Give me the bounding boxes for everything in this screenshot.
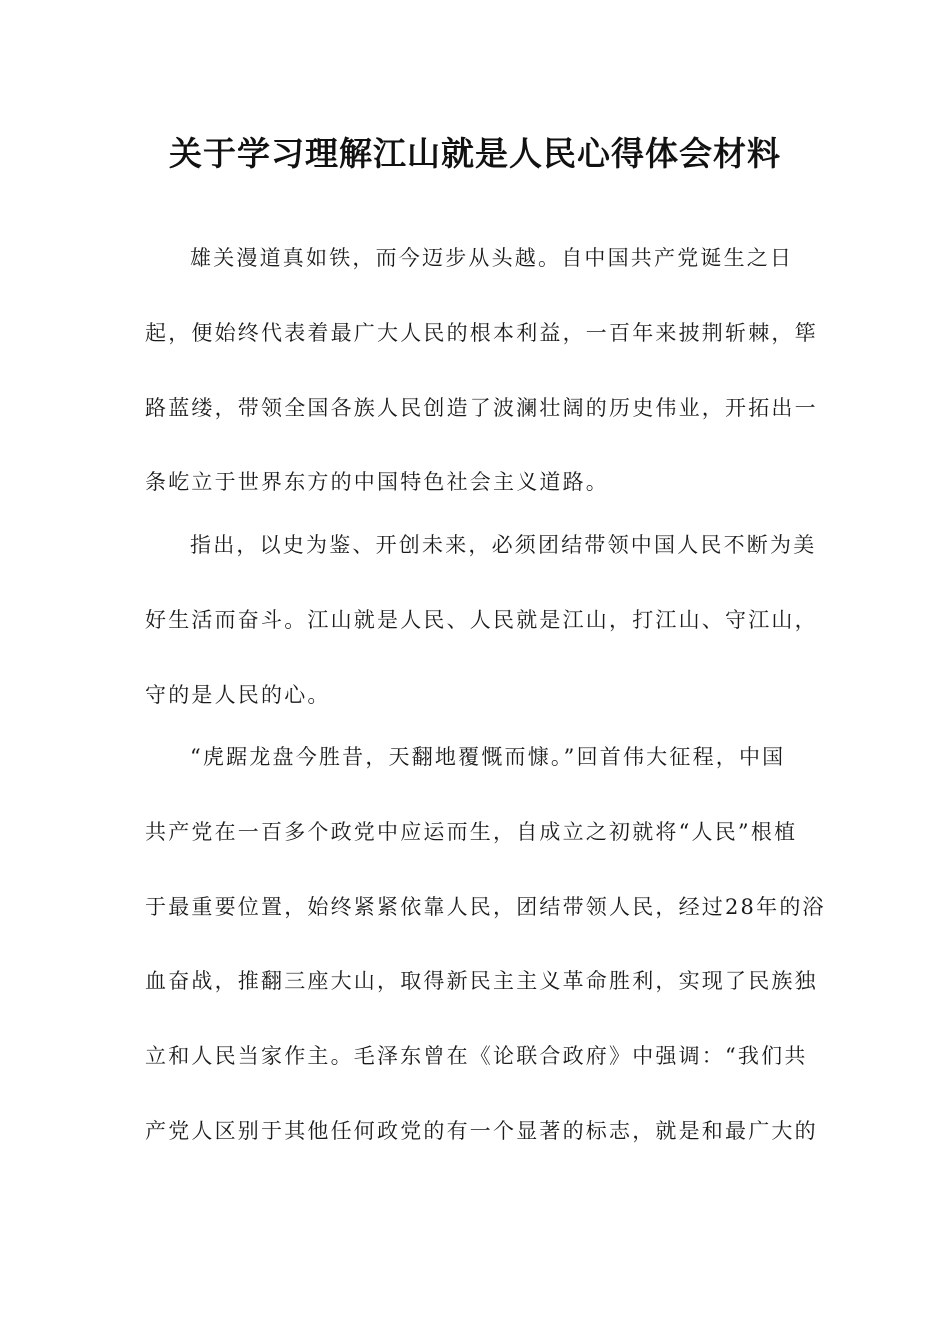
document-title: 关于学习理解江山就是人民心得体会材料 [169, 134, 781, 173]
paragraph-1-line-1: 雄关漫道真如铁，而今迈步从头越。自中国共产党诞生之日 [190, 246, 794, 270]
paragraph-3-line-2: 共产党在一百多个政党中应运而生，自成立之初就将“人民”根植 [145, 820, 798, 844]
paragraph-2-line-1: 指出，以史为鉴、开创未来，必须团结带领中国人民不断为美 [190, 533, 817, 557]
paragraph-3-line-5: 立和人民当家作主。毛泽东曾在《论联合政府》中强调：“我们共 [145, 1044, 808, 1068]
paragraph-1-line-2: 起，便始终代表着最广大人民的根本利益，一百年来披荆斩棘，筚 [145, 321, 818, 345]
paragraph-2-line-3: 守的是人民的心。 [145, 683, 331, 707]
paragraph-3-line-1: “虎踞龙盘今胜昔，天翻地覆慨而慷。”回首伟大征程，中国 [190, 745, 786, 769]
paragraph-3-line-4: 血奋战，推翻三座大山，取得新民主主义革命胜利，实现了民族独 [145, 969, 818, 993]
paragraph-1-line-4: 条屹立于世界东方的中国特色社会主义道路。 [145, 470, 609, 494]
paragraph-2-line-2: 好生活而奋斗。江山就是人民、人民就是江山，打江山、守江山， [145, 608, 818, 632]
paragraph-3-line-3: 于最重要位置，始终紧紧依靠人民，团结带领人民，经过28年的浴 [145, 895, 826, 919]
paragraph-3-line-6: 产党人区别于其他任何政党的有一个显著的标志，就是和最广大的 [145, 1119, 818, 1143]
paragraph-1-line-3: 路蓝缕，带领全国各族人民创造了波澜壮阔的历史伟业，开拓出一 [145, 396, 818, 420]
